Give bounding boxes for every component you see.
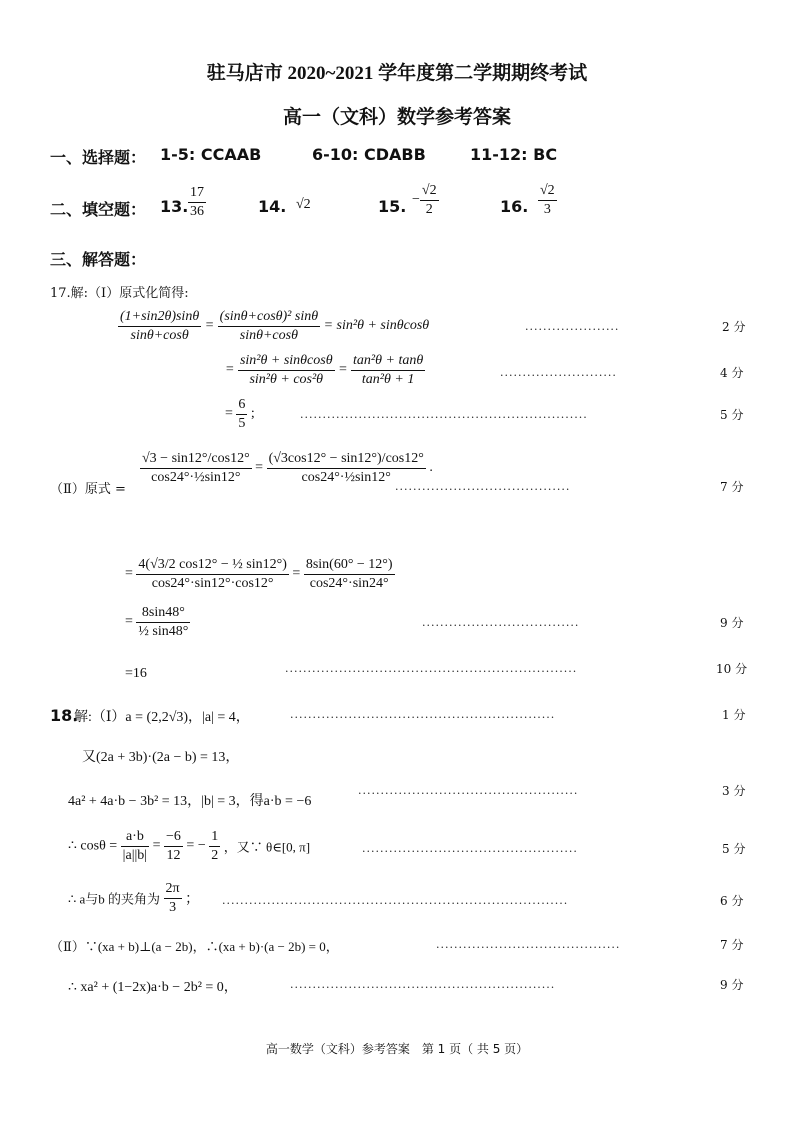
- p17-score-5: 9 分: [720, 616, 744, 630]
- p17-score-1: 2 分: [722, 320, 746, 334]
- p17-score-3: 5 分: [720, 408, 744, 422]
- fill-q13-number: 13.: [160, 197, 189, 216]
- p17-step1: $\frac{(1+\sin 2\theta)\sin\theta}{\sin\theta+\cos\theta}$ = $\frac{\text{(sinθ+cosθ)² sinθ}}{\sin\theta+\cos\theta}$ = sin²θ + sinθcosθ: [120, 309, 430, 343]
- p18-line3: 4a² + 4a·b − 3b² = 13，|b| = 3，得a·b = −6: [68, 794, 312, 809]
- page-footer: 高一数学（文科）参考答案 第 1 页（ 共 5 页）: [265, 1042, 529, 1056]
- p18-score-4: 5 分: [722, 842, 746, 856]
- p17-score-4: 7 分: [720, 480, 744, 494]
- p17-part2-step2: = $\frac{\text{4(√3/2 cos12° − ½ sin12°)}}{\cos 24^\circ\cdot\sin 12^\circ\cdot\cos 12^\circ}$ = $\frac{8\sin(60^\circ - 12^\circ)}{\cos 24^\circ\cdot\sin 24^\circ}$: [125, 557, 393, 591]
- p17-step3: = $\frac{6}{5}$ ;: [225, 397, 255, 431]
- p17-score-6: 10 分: [716, 662, 748, 676]
- choice-group-2: 6-10: CDABB: [312, 145, 426, 164]
- choice-group-1: 1-5: CCAAB: [160, 145, 262, 164]
- doc-title: 驻马店市 2020~2021 学年度第二学期期终考试: [206, 63, 588, 84]
- p18-score-1: 1 分: [722, 708, 746, 722]
- p18-line1: 解:（Ⅰ）a = (2,2√3)，|a| = 4，: [74, 710, 250, 725]
- p18-line2: 又(2a + 3b)·(2a − b) = 13，: [82, 750, 240, 765]
- fill-q16-answer: $\frac{√2}{3}$: [540, 183, 555, 217]
- p17-dots-2: ..........................: [500, 366, 617, 379]
- p17-dots-1: .....................: [525, 320, 620, 333]
- fill-q14-number: 14.: [258, 197, 287, 216]
- p17-dots-3: ................................................................: [300, 408, 588, 421]
- p18-score-3: 3 分: [722, 784, 746, 798]
- fill-q16-number: 16.: [500, 197, 529, 216]
- choice-group-3: 11-12: BC: [470, 145, 558, 164]
- p18-line6: （Ⅱ）∵(xa + b)⊥(a − 2b)，∴(xa + b)·(a − 2b) = 0，: [50, 939, 339, 954]
- p18-dots-1: ...........................................................: [290, 708, 556, 721]
- p17-part2-step3: = $\frac{8\sin 48^\circ}{\text{½ sin48°}}$: [125, 605, 189, 639]
- p18-dots-3: .................................................: [358, 784, 579, 797]
- p18-score-6: 7 分: [720, 938, 744, 952]
- p17-dots-4: .......................................: [395, 480, 571, 493]
- p18-dots-6: .........................................: [436, 938, 621, 951]
- fill-q15-number: 15.: [378, 197, 407, 216]
- p18-line5: ∴ a与b 的夹角为 $\frac{2\pi}{3}$ ；: [68, 881, 200, 915]
- p18-dots-7: ...........................................................: [290, 978, 556, 991]
- p18-line4: ∴ cosθ = $\frac{a\cdot b}{|a||b|}$ = $\frac{-6}{12}$ = − $\frac{1}{2}$ ，又∵ θ∈[0, π]: [68, 829, 311, 863]
- p18-number: 18.: [50, 706, 79, 725]
- p18-dots-4: ................................................: [362, 842, 578, 855]
- fill-q13-answer: $\frac{17}{36}$: [190, 185, 204, 219]
- doc-subtitle: 高一（文科）数学参考答案: [282, 107, 511, 128]
- p18-dots-5: .............................................................................: [222, 894, 569, 907]
- p18-line7: ∴ xa² + (1−2x)a·b − 2b² = 0，: [68, 980, 238, 995]
- p17-part2-label: （Ⅱ）原式 =: [50, 482, 126, 497]
- p17-head: 17.解:（Ⅰ）原式化简得:: [50, 286, 189, 301]
- p17-dots-5: ...................................: [422, 616, 580, 629]
- p17-step2: = $\frac{\text{sin²θ + sinθcosθ}}{\text{sin²θ + cos²θ}}$ = $\frac{\text{tan²θ + tanθ}}{\text{tan²θ + 1}}$: [225, 353, 424, 387]
- p17-dots-6: .................................................................: [285, 662, 578, 675]
- fill-q14-answer: √2: [296, 197, 311, 212]
- section-fill-label: 二、填空题：: [50, 200, 147, 219]
- p18-score-5: 6 分: [720, 894, 744, 908]
- p17-score-2: 4 分: [720, 366, 744, 380]
- section-choice-label: 一、选择题：: [50, 148, 147, 167]
- p17-part2-expr: $\frac{√3 - \sin 12^\circ/\cos 12^\circ}{\text{cos24°·½sin12°}}$ = $\frac{(√3\cos 12^\circ - \sin 12^\circ)/\cos 12^\circ}{\text{cos24°·½sin12°}}$ .: [142, 451, 433, 485]
- fill-q15-answer: − $\frac{√2}{2}$: [412, 183, 437, 217]
- section-solve-label: 三、解答题：: [50, 250, 147, 269]
- p17-result: =16: [125, 666, 147, 681]
- p18-score-7: 9 分: [720, 978, 744, 992]
